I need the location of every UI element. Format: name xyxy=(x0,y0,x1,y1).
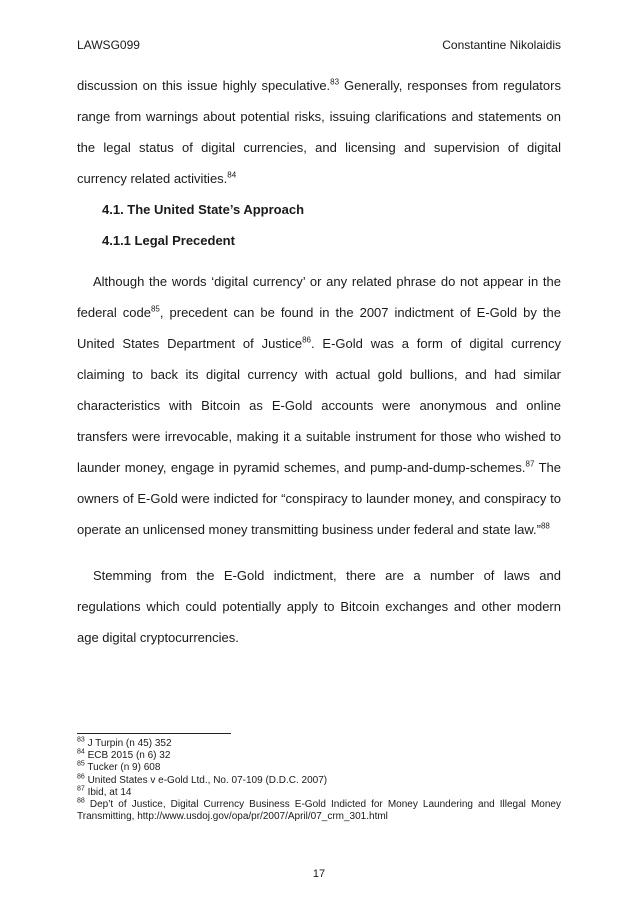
footnote-text: Tucker (n 9) 608 xyxy=(84,762,161,774)
page-number: 17 xyxy=(312,868,326,880)
footnote-text: J Turpin (n 45) 352 xyxy=(84,738,172,749)
footnote-number: 84 xyxy=(77,748,85,756)
section-heading: 4.1. The United State’s Approach xyxy=(102,202,305,217)
running-header-left: LAWSG099 xyxy=(77,38,140,52)
footnote-number: 85 xyxy=(77,761,85,769)
para2-text-1: Although the words ‘digital currency’ or any related phrase do not appear in the federal code xyxy=(77,274,561,320)
footnote xyxy=(77,799,561,823)
footnote xyxy=(77,762,561,774)
para1-text-1: discussion on this issue highly speculative. xyxy=(77,78,331,93)
running-header-right: Constantine Nikolaidis xyxy=(442,38,561,52)
footnote-ref-86[interactable]: 86 xyxy=(302,335,311,345)
footnote-number: 87 xyxy=(77,785,85,793)
para1-text-2: Generally, responses from regulators range from warnings about potential risks, issuing clarifications and statements on the legal status of digital currencies, and licensing and supervision of digital currency related activities. xyxy=(77,78,561,186)
footnote-separator xyxy=(77,733,231,734)
para2-text-3: . E-Gold was a form of digital currency claiming to back its digital currency with actual gold bullions, and had similar characteristics with Bitcoin as E-Gold accounts were anonymous and online transfers were irrevocable, making it a suitable instrument for those who wished to launder money, engage in pyramid schemes, and pump-and-dump-schemes. xyxy=(77,336,561,475)
footnote-number: 88 xyxy=(77,797,85,805)
subsection-heading: 4.1.1 Legal Precedent xyxy=(102,233,235,248)
footnote xyxy=(77,750,561,762)
para2-text-4: The owners of E-Gold were indicted for “conspiracy to launder money, and conspiracy to operate an unlicensed money transmitting business under federal and state law.” xyxy=(77,460,562,537)
footnote xyxy=(77,775,561,787)
footnote-text: Dep’t of Justice, Digital Currency Business E-Gold Indicted for Money Laundering and Illegal Money Transmitting, http://www.usdoj.gov/opa/pr/2007/April/07_crm_301.html xyxy=(77,799,561,823)
paragraph-e-gold-laws: Stemming from the E-Gold indictment, there are a number of laws and regulations which could potentially apply to Bitcoin exchanges and other modern age digital cryptocurrencies. xyxy=(77,568,561,645)
footnote xyxy=(77,738,561,750)
para2-text-2: , precedent can be found in the 2007 indictment of E-Gold by the United States Department of Justice xyxy=(77,305,561,351)
footnote xyxy=(77,787,561,799)
footnote-ref-88[interactable]: 88 xyxy=(540,521,550,531)
footnote-ref-87[interactable]: 87 xyxy=(525,459,535,469)
paragraph-continuation xyxy=(77,70,561,194)
footnote-ref-85[interactable]: 85 xyxy=(150,304,160,314)
footnote-text: United States v e-Gold Ltd., No. 07-109 (D.D.C. 2007) xyxy=(84,774,328,786)
footnotes xyxy=(77,738,561,823)
body-text xyxy=(77,70,561,653)
footnote-number: 86 xyxy=(77,773,85,781)
footnote-text: Ibid, at 14 xyxy=(84,786,132,798)
footnote-number: 83 xyxy=(77,736,85,744)
footnote-text: ECB 2015 (n 6) 32 xyxy=(84,750,171,762)
footnote-ref-84[interactable]: 84 xyxy=(227,170,237,180)
paragraph-legal-precedent xyxy=(77,266,561,545)
footnote-ref-83[interactable]: 83 xyxy=(330,77,340,87)
